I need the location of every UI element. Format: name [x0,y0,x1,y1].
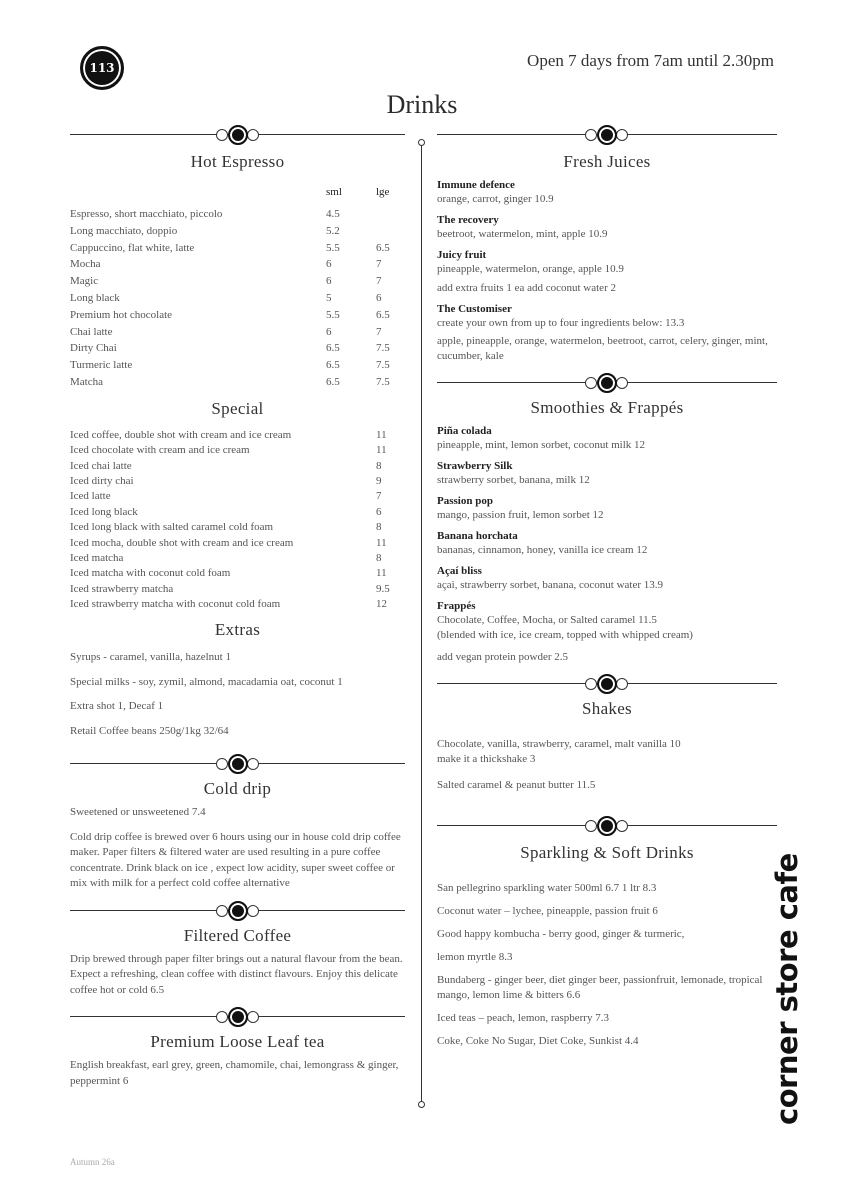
smoothies-title: Smoothies & Frappés [530,398,684,417]
price-large: 7 [376,325,382,338]
espresso-row [70,225,405,242]
special-row [70,429,405,444]
item-name: Matcha [70,375,103,388]
price-small: 6.5 [326,359,340,372]
item-price: 11 [376,444,387,457]
menu-item-name: Juicy fruit [437,249,487,261]
price-large: 7.5 [376,375,390,388]
item-price: 8 [376,459,382,472]
section-divider [70,751,405,777]
espresso-row [70,292,405,309]
special-row [70,460,405,475]
size-large-label: lge [376,186,390,198]
loose-leaf-description: English breakfast, earl grey, green, chamomile, chai, lemongrass & ginger, peppermint 6 [70,1059,399,1087]
special-row [70,444,405,459]
special-row [70,490,405,505]
menu-item-name: The recovery [437,214,499,226]
item-name: Magic [70,275,99,288]
special-row [70,598,405,613]
cold-drip-description: Cold drip coffee is brewed over 6 hours using our in house cold drip coffee maker. Paper filters & filtered water are used resulting in a pure coffee concentrate. Drink black on ice , expect low acidity, super sweet coffee or mix with milk for a perfect cold coffee alternative [70,830,401,890]
menu-item-desc: pineapple, watermelon, orange, apple 10.9 [437,263,624,275]
menu-item-name: Immune defence [437,179,515,191]
menu-item-desc: orange, carrot, ginger 10.9 [437,193,554,205]
page-title: Drinks [386,90,458,119]
price-small: 4.5 [326,208,340,220]
price-small: 5 [326,291,332,304]
item-name: Long macchiato, doppio [70,224,178,237]
item-price: 12 [376,598,387,611]
price-large: 6 [376,291,382,304]
section-divider [437,122,777,148]
item-name: Cappuccino, flat white, latte [70,241,195,254]
sparkling-line: lemon myrtle 8.3 [437,951,513,963]
item-name: Iced long black [70,505,138,518]
item-name: Mocha [70,258,101,271]
right-column [437,122,777,1049]
item-price: 8 [376,551,382,564]
shakes-line: make it a thickshake 3 [437,753,536,765]
hot-espresso-list [70,208,405,393]
juice-extras: add extra fruits 1 ea add coconut water 2 [437,282,616,294]
menu-item-desc: create your own from up to four ingredients below: 13.3 [437,317,685,329]
hot-espresso-title: Hot Espresso [190,152,285,171]
item-name: Iced chocolate with cream and ice cream [70,444,250,457]
sparkling-title: Sparkling & Soft Drinks [520,843,694,862]
item-name: Iced latte [70,490,111,503]
sparkling-line: Coconut water – lychee, pineapple, passion fruit 6 [437,905,658,917]
page-number-badge: 113 [80,46,124,90]
special-title: Special [211,398,264,418]
filtered-coffee-description: Drip brewed through paper filter brings out a natural flavour from the bean. Expect a refreshing, clean coffee with distinct flavours. Enjoy this delicate coffee hot or cold 6.5 [70,952,403,996]
item-price: 11 [376,428,387,441]
item-name: Iced dirty chai [70,474,134,487]
divider-bottom-dot [418,1101,425,1108]
loose-leaf-title: Premium Loose Leaf tea [150,1032,325,1052]
item-name: Iced matcha [70,551,124,564]
sparkling-line: Bundaberg - ginger beer, diet ginger beer, passionfruit, lemonade, tropical mango, lemon lime & bitters 6.6 [437,974,763,1001]
item-price: 11 [376,536,387,549]
juice-list [437,178,777,277]
fresh-juices-title: Fresh Juices [563,152,651,171]
espresso-row [70,242,405,259]
menu-item-desc: açai, strawberry sorbet, banana, coconut water 13.9 [437,579,664,591]
section-divider [70,122,405,148]
price-large: 7.5 [376,359,390,372]
menu-item-name: Strawberry Silk [437,460,513,472]
cold-drip-price: Sweetened or unsweetened 7.4 [70,806,206,819]
item-name: Iced coffee, double shot with cream and ice cream [70,428,292,441]
price-small: 6.5 [326,375,340,388]
special-row [70,552,405,567]
extras-title: Extras [214,620,261,640]
menu-item-name: Banana horchata [437,530,518,542]
sparkling-line: Coke, Coke No Sugar, Diet Coke, Sunkist 4.4 [437,1035,639,1047]
size-header [70,182,405,202]
price-small: 6.5 [326,342,340,355]
section-divider [70,1004,405,1030]
price-small: 5.5 [326,241,340,254]
item-price: 8 [376,521,382,534]
item-name: Chai latte [70,325,113,338]
special-row [70,567,405,582]
left-column [70,122,405,1089]
extras-line: Syrups - caramel, vanilla, hazelnut 1 [70,651,231,664]
opening-hours: Open 7 days from 7am until 2.30pm [527,51,774,70]
item-name: Iced long black with salted caramel cold foam [70,521,274,534]
item-price: 7 [376,490,382,503]
menu-item-name: Açaí bliss [437,565,482,577]
price-small: 6 [326,275,332,288]
item-price: 6 [376,505,382,518]
espresso-row [70,258,405,275]
shakes-line: Salted caramel & peanut butter 11.5 [437,779,596,791]
item-name: Espresso, short macchiato, piccolo [70,208,223,220]
menu-item-desc: bananas, cinnamon, honey, vanilla ice cream 12 [437,544,648,556]
filtered-coffee-title: Filtered Coffee [183,925,292,945]
size-small-label: sml [326,186,342,198]
extras-line: Special milks - soy, zymil, almond, macadamia oat, coconut 1 [70,675,343,688]
special-row [70,537,405,552]
espresso-row [70,359,405,376]
sparkling-line: San pellegrino sparkling water 500ml 6.7 1 ltr 8.3 [437,882,657,894]
special-list [70,429,405,614]
menu-item-desc: mango, passion fruit, lemon sorbet 12 [437,509,604,521]
price-large: 7 [376,275,382,288]
item-name: Iced strawberry matcha with coconut cold foam [70,598,281,611]
special-row [70,583,405,598]
menu-item-desc: Chocolate, Coffee, Mocha, or Salted caramel 11.5 [437,614,657,626]
price-small: 5.2 [326,224,340,237]
menu-item-name: Frappés [437,600,476,612]
menu-item-desc: strawberry sorbet, banana, milk 12 [437,474,590,486]
extras-line: Retail Coffee beans 250g/1kg 32/64 [70,724,229,737]
item-name: Long black [70,291,120,304]
espresso-row [70,326,405,343]
brand-logo-text: corner store cafe [770,853,804,1125]
menu-item-name: Piña colada [437,425,492,437]
protein-addon: add vegan protein powder 2.5 [437,651,569,663]
item-name: Iced matcha with coconut cold foam [70,567,231,580]
section-divider [70,898,405,924]
menu-item-desc: (blended with ice, ice cream, topped with whipped cream) [437,629,693,641]
espresso-row [70,342,405,359]
item-name: Premium hot chocolate [70,308,173,321]
extras-line: Extra shot 1, Decaf 1 [70,700,164,713]
item-price: 11 [376,567,387,580]
menu-item-desc: pineapple, mint, lemon sorbet, coconut milk 12 [437,439,646,451]
item-name: Iced mocha, double shot with cream and ice cream [70,536,294,549]
item-price: 9.5 [376,582,390,595]
cold-drip-title: Cold drip [203,779,272,799]
item-name: Turmeric latte [70,359,133,372]
espresso-row [70,376,405,393]
special-row [70,521,405,536]
section-divider [437,813,777,839]
price-small: 6 [326,258,332,271]
sparkling-line: Good happy kombucha - berry good, ginger & turmeric, [437,928,685,940]
item-price: 9 [376,474,382,487]
menu-item-name: Passion pop [437,495,493,507]
customiser-ingredients: apple, pineapple, orange, watermelon, beetroot, carrot, celery, ginger, mint, cucumber, kale [437,335,768,362]
smoothie-list [437,424,777,593]
price-small: 5.5 [326,308,340,321]
espresso-row [70,208,405,225]
menu-item-name: The Customiser [437,303,512,315]
menu-item-desc: beetroot, watermelon, mint, apple 10.9 [437,228,608,240]
special-row [70,506,405,521]
special-row [70,475,405,490]
espresso-row [70,275,405,292]
divider-top-dot [418,139,425,146]
shakes-line: Chocolate, vanilla, strawberry, caramel, malt vanilla 10 [437,738,681,750]
price-large: 6.5 [376,241,390,254]
item-name: Dirty Chai [70,342,117,355]
column-divider [421,142,422,1104]
price-large: 7 [376,258,382,271]
price-large: 6.5 [376,308,390,321]
price-small: 6 [326,325,332,338]
section-divider [437,370,777,396]
item-name: Iced strawberry matcha [70,582,174,595]
footer-note: Autumn 26a [70,1157,115,1167]
sparkling-line: Iced teas – peach, lemon, raspberry 7.3 [437,1012,609,1024]
shakes-title: Shakes [582,699,632,718]
section-divider [437,671,777,697]
espresso-row [70,309,405,326]
item-name: Iced chai latte [70,459,132,472]
price-large: 7.5 [376,342,390,355]
